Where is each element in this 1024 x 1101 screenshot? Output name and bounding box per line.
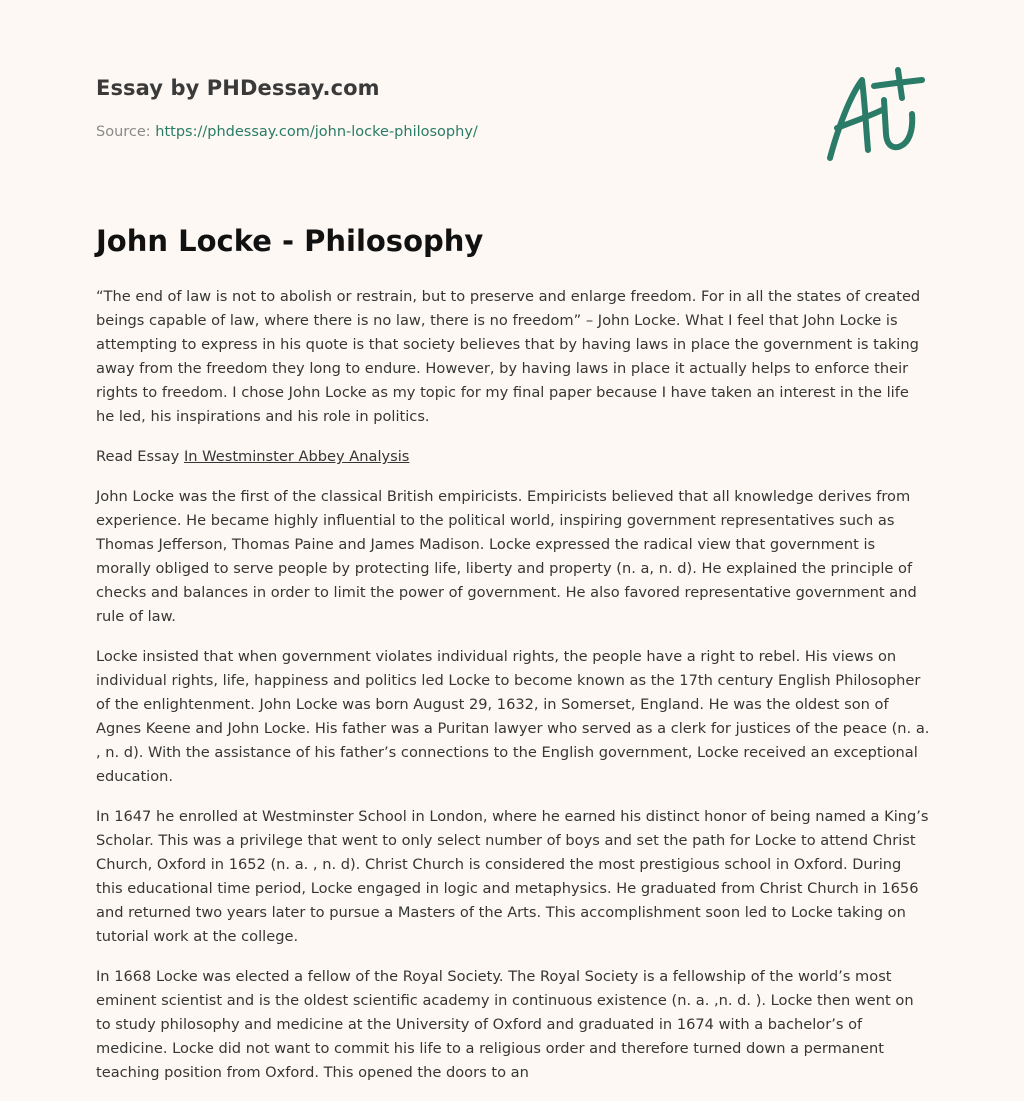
read-essay-prefix: Read Essay: [96, 448, 184, 465]
source-line: [96, 124, 478, 140]
paragraph-3: Locke insisted that when government violates individual rights, the people have a right to rebel. His views on individual rights, life, happiness and politics led Locke to become known as the 17th century English Philosopher of the enlightenment. John Locke was born August 29, 1632, in Somerset, England. He was the oldest son of Agnes Keene and John Locke. His father was a Puritan lawyer who served as a clerk for justices of the peace (n. a. , n. d). With the assistance of his father’s connections to the English government, Locke received an exceptional education.: [96, 648, 930, 785]
source-label: Source:: [96, 124, 156, 140]
related-essay-link[interactable]: In Westminster Abbey Analysis: [183, 448, 410, 465]
document-title: John Locke - Philosophy: [96, 224, 484, 258]
paragraph-1: “The end of law is not to abolish or restrain, but to preserve and enlarge freedom. For in all the states of created beings capable of law, where there is no law, there is no freedom” – John Locke. What I feel that John Locke is attempting to express in his quote is that society believes that by having laws in place the government is taking away from the freedom they long to endure. However, by having laws in place it actually helps to enforce their rights to freedom. I chose John Locke as my topic for my final paper because I have taken an interest in the life he led, his inspirations and his role in politics.: [96, 288, 921, 425]
paragraph-4: In 1647 he enrolled at Westminster School in London, where he earned his distinct honor of being named a King’s Scholar. This was a privilege that went to only select number of boys and set the path for Locke to attend Christ Church, Oxford in 1652 (n. a. , n. d). Christ Church is considered the most prestigious school in Oxford. During this educational time period, Locke engaged in logic and metaphysics. He graduated from Christ Church in 1656 and returned two years later to pursue a Masters of the Arts. This accomplishment soon led to Locke taking on tutorial work at the college.: [96, 808, 929, 945]
site-title: Essay by PHDessay.com: [96, 76, 380, 100]
essay-body: [96, 285, 930, 1101]
paragraph-2: John Locke was the first of the classical British empiricists. Empiricists believed that all knowledge derives from experience. He became highly influential to the political world, inspiring government representatives such as Thomas Jefferson, Thomas Paine and James Madison. Locke expressed the radical view that government is morally obliged to serve people by protecting life, liberty and property (n. a, n. d). He explained the principle of checks and balances in order to limit the power of government. He also favored representative government and rule of law.: [96, 488, 917, 625]
a-plus-grade-logo-icon: [818, 66, 928, 168]
source-link[interactable]: https://phdessay.com/john-locke-philosophy/: [155, 124, 478, 140]
paragraph-5: In 1668 Locke was elected a fellow of the Royal Society. The Royal Society is a fellowship of the world’s most eminent scientist and is the oldest scientific academy in continuous existence (n. a. ,n. d. ). Locke then went on to study philosophy and medicine at the University of Oxford and graduated in 1674 with a bachelor’s of medicine. Locke did not want to commit his life to a religious order and therefore turned down a permanent teaching position from Oxford. This opened the doors to an: [96, 968, 914, 1081]
read-essay-line: [96, 445, 930, 469]
